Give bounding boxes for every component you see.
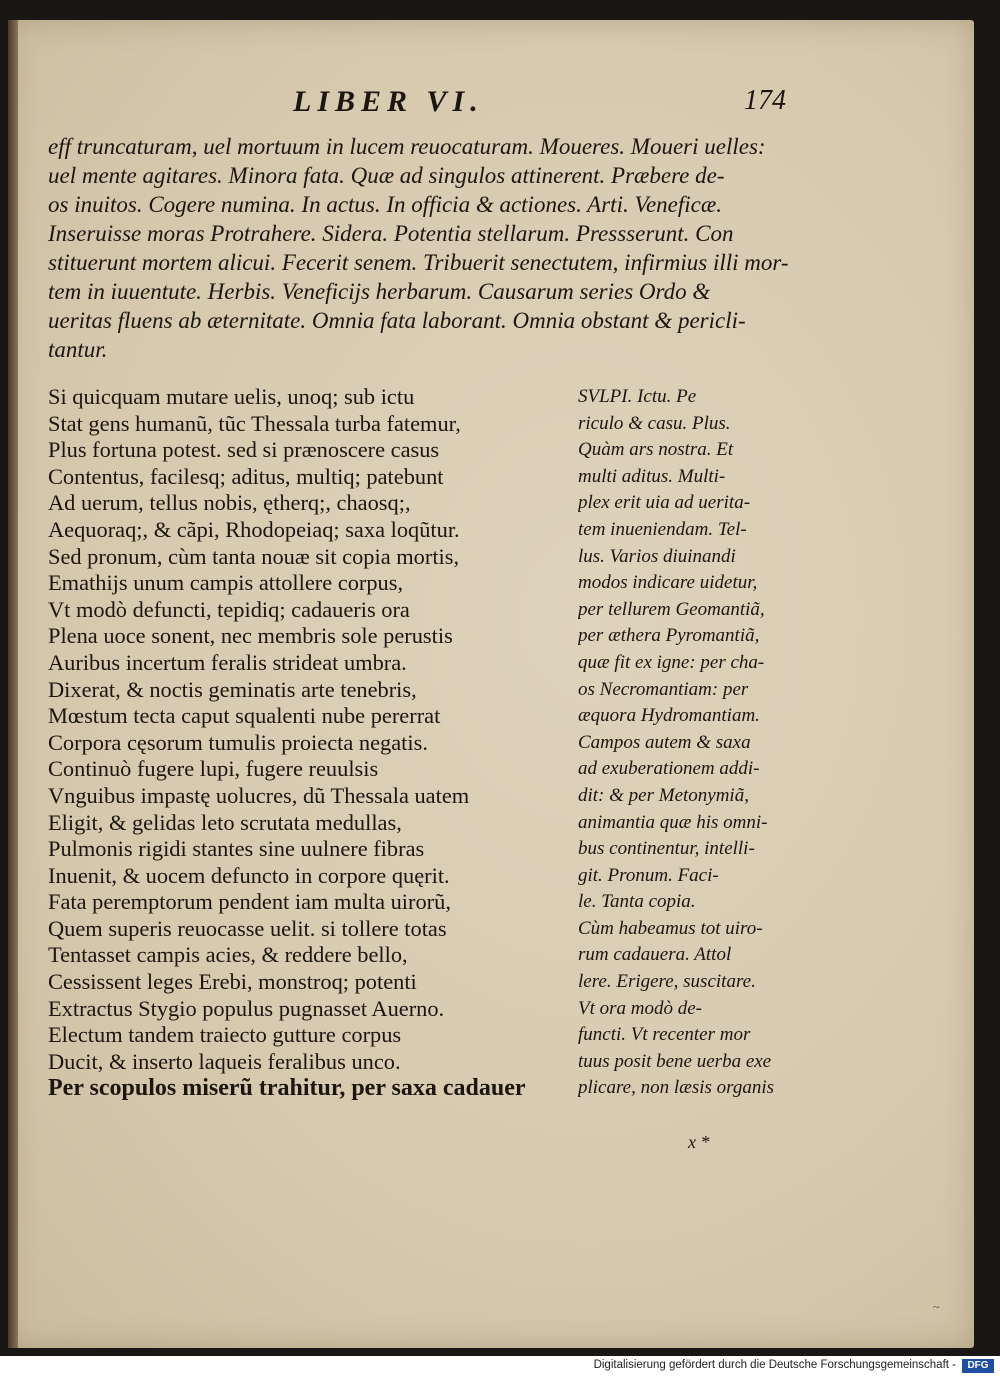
commentary-line: Quàm ars nostra. Et (578, 439, 734, 461)
commentary-line: functi. Vt recenter mor (578, 1024, 751, 1046)
gloss-block (48, 132, 968, 364)
gloss-line: os inuitos. Cogere numina. In actus. In officia & actiones. Arti. Veneficæ. (48, 192, 722, 217)
commentary-line: dit: & per Metonymiã, (578, 784, 749, 806)
verse-line: Contentus, facilesq; aditus, multiq; patebunt (48, 463, 444, 489)
commentary-line: plicare, non læsis organis (578, 1077, 774, 1099)
commentary-line: riculo & casu. Plus. (578, 412, 731, 434)
page-header (8, 85, 974, 125)
commentary-line: bus continentur, intelli- (578, 838, 755, 860)
commentary-line: æquora Hydromantiam. (578, 705, 760, 727)
verse-line: Fata peremptorum pendent iam multa uirorũ, (48, 889, 451, 915)
verse-line: Auribus incertum feralis strideat umbra. (48, 649, 407, 675)
verse-line: Ad uerum, tellus nobis, ętherq;, chaosq;, (48, 490, 411, 516)
commentary-line: plex erit uia ad uerita- (578, 492, 751, 514)
verse-line: Stat gens humanũ, tũc Thessala turba fatemur, (48, 410, 461, 436)
verse-line: Continuò fugere lupi, fugere reuulsis (48, 756, 379, 782)
commentary-line: multi aditus. Multi- (578, 465, 726, 487)
credit-text: Digitalisierung gefördert durch die Deutsche Forschungsgemeinschaft - (593, 1359, 956, 1371)
gloss-line: tantur. (48, 337, 108, 362)
verse-line: Aequoraq;, & cãpi, Rhodopeiaq; saxa loqũtur. (48, 516, 460, 542)
verse-line: Emathijs unum campis attollere corpus, (48, 570, 404, 596)
commentary-line: quæ fit ex igne: per cha- (578, 651, 765, 673)
gloss-line: ueritas fluens ab æternitate. Omnia fata laborant. Omnia obstant & pericli- (48, 308, 746, 333)
commentary-line: lere. Erigere, suscitare. (578, 971, 756, 993)
commentary-line: le. Tanta copia. (578, 891, 696, 913)
verse-line: Cessissent leges Erebi, monstroq; potenti (48, 969, 417, 995)
verse-line: Per scopulos miserũ trahitur, per saxa cadauer (48, 1075, 526, 1102)
gloss-line: tem in iuuentute. Herbis. Veneficijs herbarum. Causarum series Ordo & (48, 279, 711, 304)
verse-line: Plus fortuna potest. sed si prænoscere casus (48, 437, 440, 463)
verse-line: Electum tandem traiecto gutture corpus (48, 1022, 402, 1048)
verse-line: Quem superis reuocasse uelit. si tollere totas (48, 915, 447, 941)
commentary-line: per tellurem Geomantiã, (578, 598, 765, 620)
commentary-column (578, 384, 798, 1102)
gloss-line: uel mente agitares. Minora fata. Quæ ad singulos attinerent. Præbere de- (48, 163, 725, 188)
running-title: LIBER VI. (293, 85, 484, 118)
verse-line: Si quicquam mutare uelis, unoq; sub ictu (48, 384, 415, 409)
digitization-credit-bar (0, 1356, 1000, 1376)
commentary-line: tuus posit bene uerba exe (578, 1050, 772, 1072)
verse-line: Dixerat, & noctis geminatis arte tenebris, (48, 676, 417, 702)
verse-line: Plena uoce sonent, nec membris sole perustis (48, 623, 453, 649)
commentary-line: Vt ora modò de- (578, 997, 703, 1019)
commentary-line: rum cadauera. Attol (578, 944, 732, 966)
commentary-line: git. Pronum. Faci- (578, 864, 719, 886)
ink-smudge: ~ (933, 1300, 940, 1314)
verse-line: Mœstum tecta caput squalenti nube pererrat (48, 703, 441, 729)
signature-mark: x * (688, 1132, 710, 1152)
verse-line: Extractus Stygio populus pugnasset Auerno. (48, 995, 445, 1021)
commentary-line: animantia quæ his omni- (578, 811, 768, 833)
verse-line: Inuenit, & uocem defuncto in corpore quęrit. (48, 862, 450, 888)
verse-line: Vt modò defuncti, tepidiq; cadaueris ora (48, 596, 410, 622)
verse-line: Sed pronum, cùm tanta nouæ sit copia mortis, (48, 543, 460, 569)
gloss-line: Inseruisse moras Protrahere. Sidera. Potentia stellarum. Pressserunt. Con (48, 221, 734, 246)
commentary-line: per æthera Pyromantiã, (578, 625, 760, 647)
commentary-line: Cùm habeamus tot uiro- (578, 917, 763, 939)
verse-line: Corpora cęsorum tumulis proiecta negatis. (48, 729, 428, 755)
page-spine-edge (8, 20, 18, 1348)
verse-line: Eligit, & gelidas leto scrutata medullas, (48, 809, 402, 835)
commentary-line: Campos autem & saxa (578, 731, 751, 753)
commentary-line: modos indicare uidetur, (578, 572, 758, 594)
page-number: 174 (744, 85, 786, 116)
commentary-line: os Necromantiam: per (578, 678, 749, 700)
book-page (8, 20, 974, 1348)
verse-line: Tentasset campis acies, & reddere bello, (48, 942, 408, 968)
commentary-line: SVLPI. Ictu. Pe (578, 386, 697, 407)
verse-line: Ducit, & inserto laqueis feralibus unco. (48, 1048, 401, 1074)
verse-line: Vnguibus impastę uolucres, dũ Thessala uatem (48, 782, 470, 808)
verse-column (48, 384, 578, 1102)
verse-line: Pulmonis rigidi stantes sine uulnere fibras (48, 836, 425, 862)
gloss-line: eff truncaturam, uel mortuum in lucem reuocaturam. Moueres. Moueri uelles: (48, 134, 766, 159)
commentary-line: tem inueniendam. Tel- (578, 518, 747, 540)
dfg-logo: DFG (962, 1359, 994, 1373)
commentary-line: ad exuberationem addi- (578, 758, 760, 780)
commentary-line: lus. Varios diuinandi (578, 545, 736, 567)
gloss-line: stituerunt mortem alicui. Fecerit senem. Tribuerit senectutem, infirmius illi mor- (48, 250, 789, 275)
